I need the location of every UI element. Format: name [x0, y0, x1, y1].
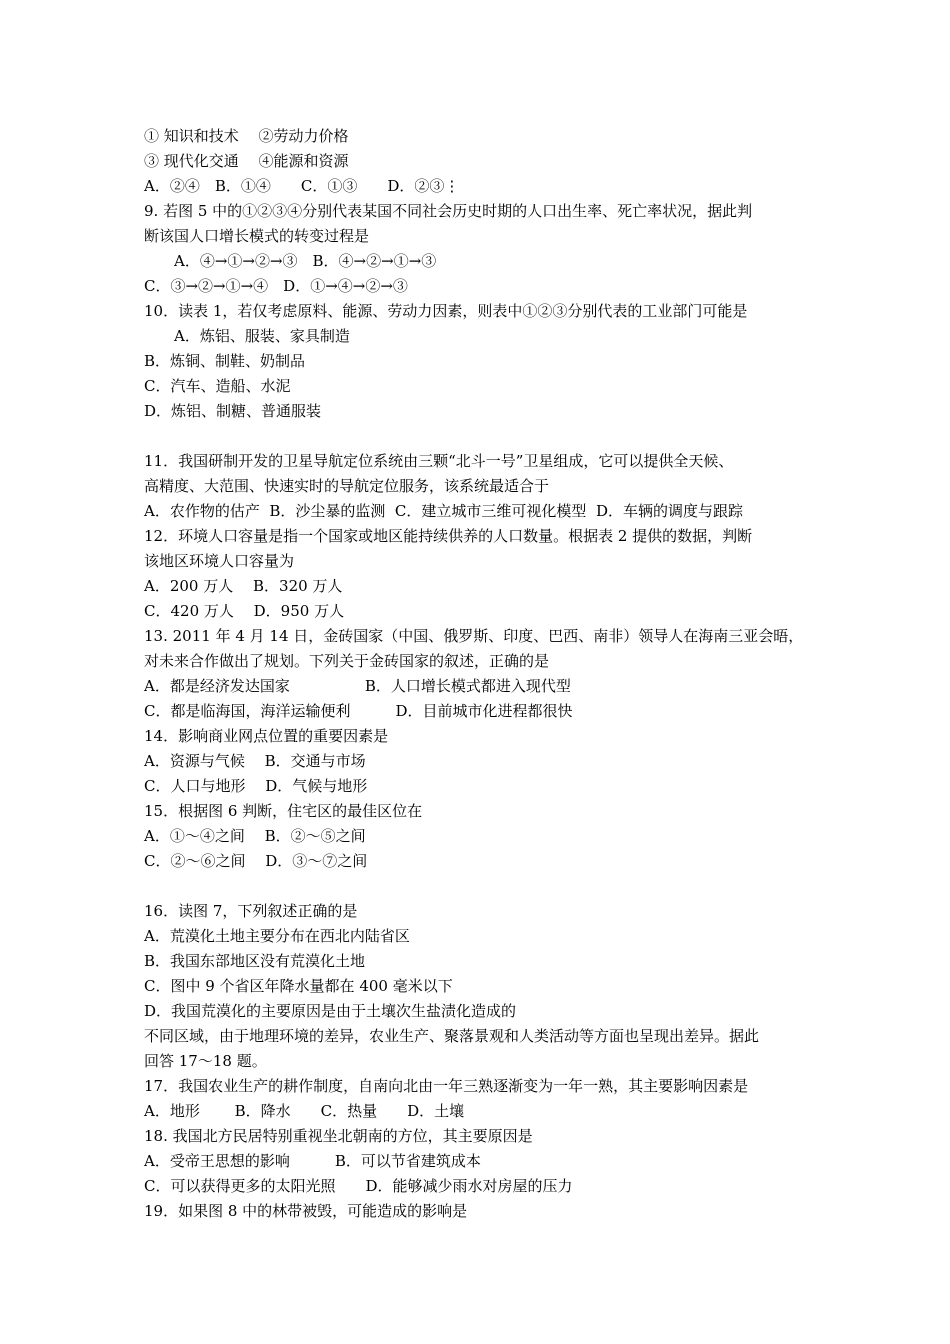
- section-intro: 不同区域，由于地理环境的差异，农业生产、聚落景观和人类活动等方面也呈现出差异。据此: [144, 1027, 760, 1045]
- question-19-stem: 19．如果图 8 中的林带被毁，可能造成的影响是: [144, 1202, 468, 1220]
- question-16-stem: 16．读图 7，下列叙述正确的是: [144, 902, 358, 920]
- text-line: A．炼铝、服装、家具制造: [174, 327, 350, 345]
- text-line: C．420 万人 D．950 万人: [144, 602, 345, 620]
- text-line: 该地区环境人口容量为: [144, 552, 295, 570]
- question-10-stem: 10．读表 1，若仅考虑原料、能源、劳动力因素，则表中①②③分别代表的工业部门可能是: [144, 302, 748, 320]
- text-line: C．可以获得更多的太阳光照 D．能够减少雨水对房屋的压力: [144, 1177, 573, 1195]
- question-14-stem: 14．影响商业网点位置的重要因素是: [144, 727, 389, 745]
- text-line: ③ 现代化交通 ④能源和资源: [144, 152, 349, 170]
- text-line: A．荒漠化土地主要分布在西北内陆省区: [144, 927, 410, 945]
- text-line: D．炼铝、制糖、普通服装: [144, 402, 322, 420]
- question-13-stem: 13. 2011 年 4 月 14 日，金砖国家（中国、俄罗斯、印度、巴西、南非）领导人在海南三亚会晤，: [144, 627, 804, 645]
- text-line: B．我国东部地区没有荒漠化土地: [144, 952, 366, 970]
- text-line: A．200 万人 B．320 万人: [144, 577, 343, 595]
- text-line: A．②④ B．①④ C．①③ D．②③⋮: [144, 177, 460, 195]
- text-line: B．炼铜、制鞋、奶制品: [144, 352, 306, 370]
- question-9-stem: 9. 若图 5 中的①②③④分别代表某国不同社会历史时期的人口出生率、死亡率状况，据此判: [144, 202, 753, 220]
- text-line: A．①～④之间 B．②～⑤之间: [144, 827, 366, 845]
- question-11-stem: 11．我国研制开发的卫星导航定位系统由三颗“北斗一号”卫星组成，它可以提供全天候、: [144, 452, 734, 470]
- text-line: C．②～⑥之间 D．③～⑦之间: [144, 852, 368, 870]
- text-line: A．地形 B．降水 C．热量 D．土壤: [144, 1102, 465, 1120]
- question-18-stem: 18. 我国北方民居特别重视坐北朝南的方位，其主要原因是: [144, 1127, 533, 1145]
- question-15-stem: 15．根据图 6 判断，住宅区的最佳区位在: [144, 802, 423, 820]
- text-line: A．资源与气候 B．交通与市场: [144, 752, 366, 770]
- text-line: C．人口与地形 D．气候与地形: [144, 777, 368, 795]
- text-line: C．③→②→①→④ D．①→④→②→③: [144, 277, 408, 295]
- text-line: A．受帝王思想的影响 B．可以节省建筑成本: [144, 1152, 481, 1170]
- text-line: C．都是临海国，海洋运输便利 D．目前城市化进程都很快: [144, 702, 573, 720]
- text-line: 断该国人口增长模式的转变过程是: [144, 227, 370, 245]
- text-line: C．图中 9 个省区年降水量都在 400 毫米以下: [144, 977, 453, 995]
- blank-line: [144, 424, 824, 449]
- question-17-stem: 17．我国农业生产的耕作制度，自南向北由一年三熟逐渐变为一年一熟，其主要影响因素是: [144, 1077, 749, 1095]
- text-line: 高精度、大范围、快速实时的导航定位服务，该系统最适合于: [144, 477, 550, 495]
- text-line: A．④→①→②→③ B．④→②→①→③: [174, 252, 437, 270]
- document-body: [144, 124, 824, 1224]
- text-line: 对未来合作做出了规划。下列关于金砖国家的叙述，正确的是: [144, 652, 550, 670]
- blank-line: [144, 874, 824, 899]
- text-line: D．我国荒漠化的主要原因是由于土壤次生盐渍化造成的: [144, 1002, 517, 1020]
- text-line: A．都是经济发达国家 B．人口增长模式都进入现代型: [144, 677, 571, 695]
- text-line: 回答 17～18 题。: [144, 1052, 267, 1070]
- text-line: A．农作物的估产 B．沙尘暴的监测 C．建立城市三维可视化模型 D．车辆的调度与跟踪: [144, 502, 743, 520]
- text-line: C．汽车、造船、水泥: [144, 377, 291, 395]
- question-12-stem: 12．环境人口容量是指一个国家或地区能持续供养的人口数量。根据表 2 提供的数据，判断: [144, 527, 753, 545]
- text-line: ① 知识和技术 ②劳动力价格: [144, 127, 349, 145]
